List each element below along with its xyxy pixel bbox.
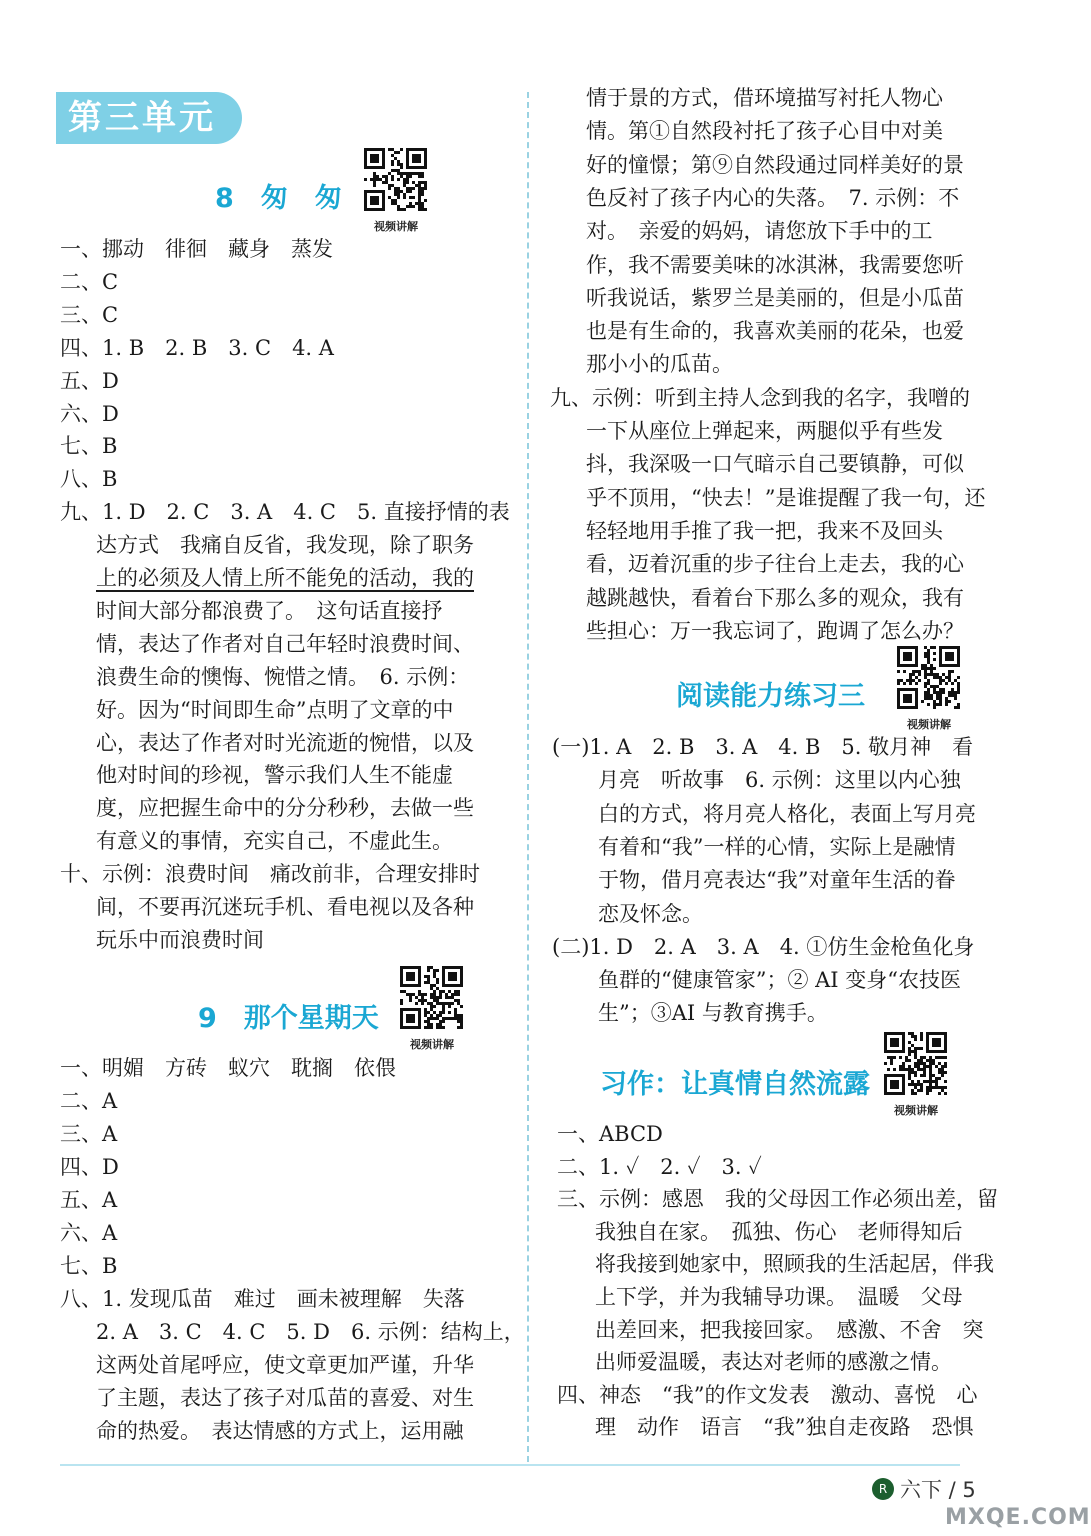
answer-line: 六、D: [60, 401, 119, 426]
answer-line: 四、1. B 2. B 3. C 4. A: [60, 335, 334, 360]
answer-line: 八、B: [60, 467, 118, 492]
answer-line: 玩乐中而浪费时间: [96, 927, 264, 952]
answer-line: 月亮 听故事 6. 示例：这里以内心独: [598, 768, 961, 793]
answer-line: 六、A: [60, 1221, 118, 1245]
answer-line: 上下学，并为我辅导功课。 温暖 父母: [595, 1285, 963, 1309]
lesson8-qr[interactable]: [362, 148, 430, 234]
answer-line: 九、示例：听到主持人念到我的名字，我噌的: [550, 385, 970, 410]
answer-line: 八、1. 发现瓜苗 难过 画未被理解 失落: [60, 1287, 465, 1311]
answer-line: 七、B: [60, 1254, 118, 1278]
answer-line: 出差回来，把我接回家。 感激、不舍 突: [595, 1317, 984, 1342]
answer-line: 色反衬了孩子内心的失落。 7. 示例：不: [586, 185, 960, 210]
answer-line: 九、1. D 2. C 3. A 4. C 5. 直接抒情的表: [60, 500, 510, 525]
answer-line: 情。第①自然段衬托了孩子心目中对美: [586, 119, 943, 144]
answer-line: 上的必须及人情上所不能免的活动，我的: [96, 566, 474, 590]
answer-line: 一、明媚 方砖 蚁穴 耽搁 依偎: [60, 1056, 396, 1080]
qr-code-icon: [362, 148, 430, 214]
answer-line: 鱼群的“健康管家”；② AI 变身“农技医: [598, 968, 962, 993]
answer-line: 有着和“我”一样的心情，实际上是融情: [598, 834, 956, 859]
writing-title: 习作：让真情自然流露: [600, 1069, 870, 1100]
column-divider: [527, 92, 529, 1462]
answer-line: 浪费生命的懊悔、惋惜之情。 6. 示例：: [96, 664, 470, 689]
answer-line: 这两处首尾呼应，使文章更加严谨，升华: [96, 1353, 474, 1377]
answer-line: 二、1. ✓ 2. ✓ 3. ✓: [557, 1154, 762, 1179]
answer-line: 四、D: [60, 1155, 119, 1179]
answer-line: 将我接到她家中，照顾我的生活起居，伴我: [595, 1252, 994, 1277]
publisher-badge: R: [872, 1478, 894, 1500]
qr-label: 视频讲解: [410, 1038, 454, 1051]
answer-line: 白的方式，将月亮人格化，表面上写月亮: [598, 801, 976, 826]
answer-line: 情于景的方式，借环境描写衬托人物心: [586, 86, 943, 110]
reading3-qr[interactable]: [895, 646, 963, 732]
answer-line: (二)1. D 2. A 3. A 4. ①仿生金枪鱼化身: [552, 934, 975, 959]
answer-line: 他对时间的珍视，警示我们人生不能虚: [96, 763, 453, 788]
answer-line: 生”；③AI 与教育携手。: [598, 1001, 828, 1026]
answer-line: 五、D: [60, 368, 119, 393]
answer-line: 我独自在家。 孤独、伤心 老师得知后: [595, 1219, 963, 1244]
answer-line: 有意义的事情，充实自己，不虚此生。: [96, 829, 453, 854]
answer-line: 七、B: [60, 434, 118, 459]
answer-line: 好。因为“时间即生命”点明了文章的中: [96, 697, 454, 722]
answer-line: 那小小的瓜苗。: [586, 352, 733, 377]
answer-line: 也是有生命的，我喜欢美丽的花朵，也爱: [586, 319, 964, 344]
answer-line: 度，应把握生命中的分分秒秒，去做一些: [96, 796, 474, 821]
answer-line: 达方式 我痛自反省，我发现，除了职务: [96, 533, 474, 558]
qr-code-icon: [882, 1032, 950, 1098]
qr-label: 视频讲解: [374, 220, 418, 233]
answer-line: 十、示例：浪费时间 痛改前非，合理安排时: [60, 862, 480, 887]
answer-line: 一、ABCD: [557, 1122, 663, 1146]
answer-line: 四、神态 “我”的作文发表 激动、喜悦 心: [557, 1382, 978, 1407]
answer-line: 时间大部分都浪费了。 这句话直接抒: [96, 598, 443, 623]
answer-line: 于物，借月亮表达“我”对童年生活的眷: [598, 868, 956, 893]
answer-line: 三、A: [60, 1122, 118, 1146]
answer-line: 一下从座位上弹起来，两腿似乎有些发: [586, 419, 943, 443]
qr-code-icon: [895, 646, 963, 712]
answer-line: 看，迈着沉重的步子往台上走去，我的心: [586, 552, 964, 577]
qr-label: 视频讲解: [894, 1104, 938, 1117]
answer-line: 了主题，表达了孩子对瓜苗的喜爱、对生: [96, 1386, 474, 1410]
writing-qr[interactable]: [882, 1032, 950, 1118]
answer-line: 乎不顶用，“快去！”是谁提醒了我一句，还: [586, 485, 986, 510]
lesson9-title: 9 那个星期天: [198, 1003, 379, 1034]
watermark-logo: MXQE.COM: [945, 1505, 1091, 1530]
answer-line: 些担心：万一我忘词了，跑调了怎么办？: [586, 618, 964, 643]
answer-line: 三、示例：感恩 我的父母因工作必须出差，留: [557, 1187, 998, 1212]
answer-line: 间，不要再沉迷玩手机、看电视以及各种: [96, 895, 474, 919]
answer-line: 越跳越快，看着台下那么多的观众，我有: [586, 585, 964, 610]
answer-line: 理 动作 语言 “我”独自走夜路 恐惧: [595, 1415, 974, 1440]
answer-line: 好的憧憬；第⑨自然段通过同样美好的景: [586, 152, 964, 177]
answer-line: 一、挪动 徘徊 藏身 蒸发: [60, 237, 333, 261]
page-number: 六下 / 5: [900, 1478, 976, 1502]
answer-line: 命的热爱。 表达情感的方式上，运用融: [96, 1419, 464, 1443]
qr-code-icon: [398, 966, 466, 1032]
answer-line: (一)1. A 2. B 3. A 4. B 5. 敬月神 看: [552, 735, 974, 759]
reading3-title: 阅读能力练习三: [676, 681, 865, 712]
answer-line: 抖，我深吸一口气暗示自己要镇静，可似: [586, 452, 964, 477]
answer-line: 作，我不需要美味的冰淇淋，我需要您听: [586, 252, 964, 277]
answer-line: 心，表达了作者对时光流逝的惋惜，以及: [96, 730, 474, 755]
answer-line: 二、A: [60, 1089, 118, 1113]
footer-rule: [60, 1464, 960, 1466]
lesson8-title: 8 匆 匆: [215, 183, 342, 214]
unit-title-banner: 第三单元: [56, 92, 242, 144]
answer-line: 二、C: [60, 269, 119, 294]
answer-line: 2. A 3. C 4. C 5. D 6. 示例：结构上，: [96, 1320, 525, 1344]
answer-line: 三、C: [60, 302, 119, 327]
answer-line: 轻轻地用手推了我一把，我来不及回头: [586, 518, 943, 543]
lesson9-qr[interactable]: [398, 966, 466, 1052]
answer-line: 五、A: [60, 1188, 118, 1212]
answer-line: 听我说话，紫罗兰是美丽的，但是小瓜苗: [586, 285, 964, 310]
answer-line: 情，表达了作者对自己年轻时浪费时间、: [96, 631, 474, 656]
answer-line: 对。 亲爱的妈妈，请您放下手中的工: [586, 219, 933, 244]
qr-label: 视频讲解: [907, 718, 951, 731]
answer-line: 出师爱温暖，表达对老师的感激之情。: [595, 1350, 952, 1375]
answer-line: 恋及怀念。: [598, 901, 703, 926]
